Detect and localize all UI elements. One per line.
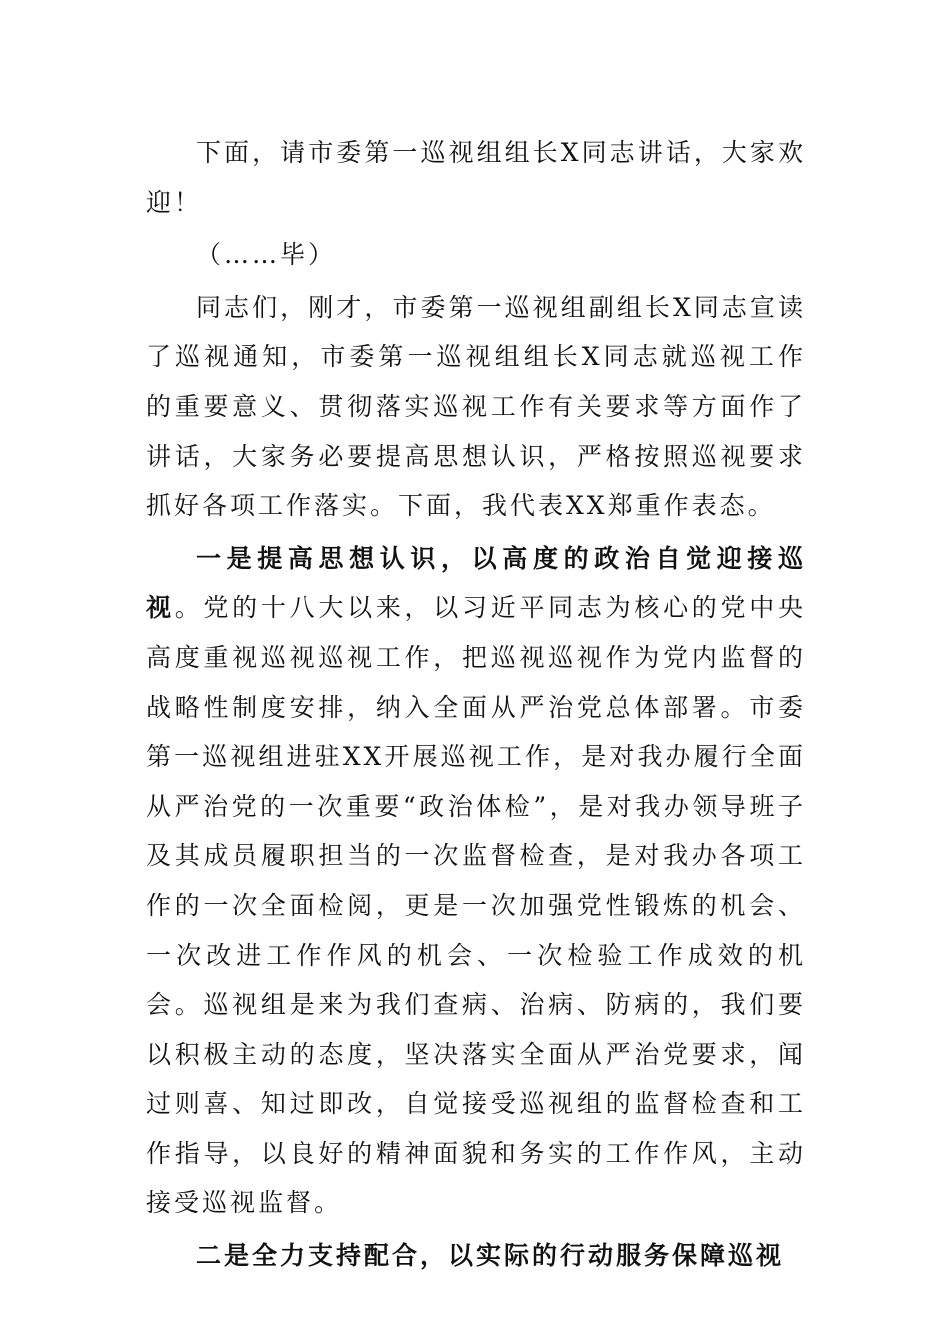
paragraph-text: 。党的十八大以来，以习近平同志为核心的党中央高度重视巡视巡视工作，把巡视巡视作为党内监督的战略性制度安排，纳入全面从严治党总体部署。市委第一巡视组进驻XX开展巡视工作，是对我办履行全面从严治党的一次重要“政治体检”，是对我办领导班子及其成员履职担当的一次监督检查，是对我办各项工作的一次全面检阅，更是一次加强党性锻炼的机会、一次改进工作作风的机会、一次检验工作成效的机会。巡视组是来为我们查病、治病、防病的，我们要以积极主动的态度，坚决落实全面从严治党要求，闻过则喜、知过即改，自觉接受巡视组的监督检查和工作指导，以良好的精神面貌和务实的工作作风，主动接受巡视监督。 — [146, 593, 806, 1218]
paragraph-end-note — [146, 230, 806, 280]
paragraph-text: 下面，请市委第一巡视组组长X同志讲话，大家欢迎！ — [146, 138, 806, 217]
paragraph-text: 同志们，刚才，市委第一巡视组副组长X同志宣读了巡视通知，市委第一巡视组组长X同志就巡视工作的重要意义、贯彻落实巡视工作有关要求等方面作了讲话，大家务必要提高思想认识，严格按照巡视要求抓好各项工作落实。下面，我代表XX郑重作表态。 — [146, 292, 806, 521]
paragraph-text: （……毕） — [196, 240, 337, 270]
paragraph-point-one — [146, 534, 806, 1228]
section-heading-one: 一是提高思想认识，以高度的政治自觉迎接巡视 — [146, 543, 806, 623]
section-heading-two: 二是全力支持配合，以实际的行动服务保障巡视 — [196, 1241, 785, 1271]
paragraph-point-two — [146, 1231, 806, 1281]
document-body — [146, 128, 806, 1281]
paragraph-opening-remarks — [146, 283, 806, 531]
paragraph-invite-speech — [146, 128, 806, 227]
